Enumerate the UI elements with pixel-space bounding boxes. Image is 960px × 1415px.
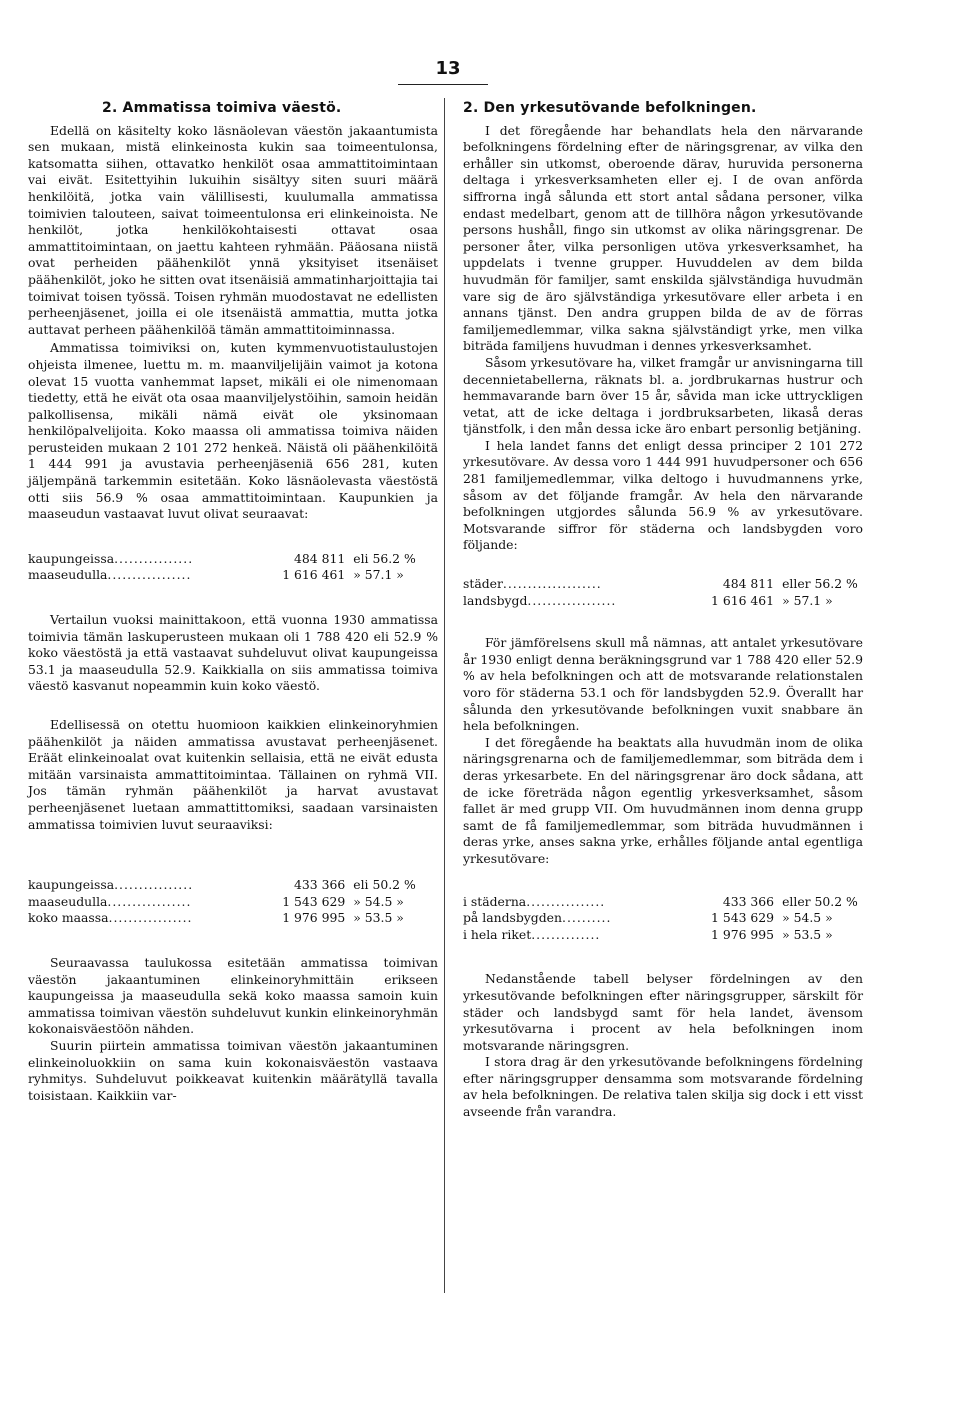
header-rule	[398, 84, 488, 85]
table-row	[463, 927, 863, 944]
dot-leader: ..................	[527, 592, 617, 608]
finnish-stat-table-1	[28, 551, 438, 584]
row-label: i hela riket	[463, 926, 532, 942]
finnish-paragraph-2: Ammatissa toimiviksi on, kuten kymmenvuotistaulustojen ohjeista ilmenee, luettu m. m. maanviljelijäin vaimot ja kotona olevat 15 vuotta vanhemmat lapset, mikäli ei ole nimenomaan tiedetty, että he eivät ota osaa maanviljelystöihin, samoin heidän palkollisensa, mikäli nämä eivät ole yksinomaan henkilöpalvelijoita. Koko maassa oli ammatissa toimiva näiden perusteiden mukaan 2 101 272 henkeä. Näistä oli päähenkilöitä 1 444 991 ja avustavia perheenjäseniä 656 281, kuten jäljempänä tarkemmin esitetään. Koko läsnäolevasta väestöstä otti siis 56.9 % osaa ammattitoimintaan. Kaupunkien ja maaseudun vastaavat luvut olivat seuraavat:	[28, 340, 438, 522]
row-label: kaupungeissa	[28, 550, 115, 566]
row-value: 1 616 461	[282, 567, 346, 583]
dot-leader: ................	[114, 877, 194, 893]
table-row	[28, 894, 438, 911]
dot-leader: .................	[108, 910, 193, 926]
column-divider	[444, 98, 445, 1293]
row-label: landsbygd	[463, 592, 528, 608]
row-percent: eller 56.2 %	[782, 576, 858, 592]
swedish-paragraph-6: Nedanstående tabell belyser fördelningen av den yrkesutövande befolkningen efter näringsgrupper, särskilt för städer och landsbygd samt för hela landet, ävensom yrkesutövarna i procent av hela befolkningen inom motsvarande näringsgren.	[463, 971, 863, 1053]
row-value: 433 366	[722, 893, 775, 909]
row-percent: eli 50.2 %	[353, 877, 416, 893]
row-value: 484 811	[722, 576, 775, 592]
row-label: maaseudulla	[28, 893, 108, 909]
swedish-paragraph-5: I det föregående ha beaktats alla huvudmän inom de olika näringsgrenarna och de familjemedlemmar, som biträda dem i deras yrkesarbete. En del näringsgrenar äro dock sådana, att de icke företräda någon egentlig yrkesverksamhet, såsom fallet är med grupp VII. Om huvudmännen inom denna grupp samt de få familjemedlemmar, som biträda huvudmännen i deras yrke, anses sakna yrke, erhålles följande antal egentliga yrkesutövare:	[463, 734, 863, 866]
swedish-paragraph-1: I det föregående har behandlats hela den närvarande befolkningens fördelning efter de näringsgrenar, av vilka den erhåller sin utkomst, oberoende därav, huruvida personerna deltaga i yrkesverksamheten eller ej. I de ovan anförda siffrorna ingå sålunda ett stort antal sådana personer, vilka endast medelbart, genom att de tillhöra någon yrkesutövande persons hushåll, fingo sin utkomst av olika näringsgrenar. De personer åter, vilka personligen utöva yrkesverksamhet, ha uppdelats i tvenne grupper. Huvuddelen av dem bilda huvudmän för familjer, samt enskilda självständiga huvudmän vare sig de äro självständiga yrkesutövare eller arbeta i en annans tjänst. Den andra gruppen bilda de av de förras familjemedlemmar, vilka sakna självständigt yrke, men vilka biträda familjens huvudman i dennes yrkesverksamhet.	[463, 122, 863, 354]
row-label: maaseudulla	[28, 567, 108, 583]
row-value: 1 616 461	[711, 592, 775, 608]
row-label: städer	[463, 576, 503, 592]
swedish-stat-table-2	[463, 894, 863, 944]
finnish-paragraph-3: Vertailun vuoksi mainittakoon, että vuonna 1930 ammatissa toimivia tämän laskuperusteen mukaan oli 1 788 420 eli 52.9 % koko väestöstä ja että vastaavat suhdeluvut olivat kaupungeissa 53.1 ja maaseudulla 52.9. Kaikkialla on siis ammatissa toimiva väestö kasvanut nopeammin kuin koko väestö.	[28, 612, 438, 694]
finnish-section-heading: 2. Ammatissa toimiva väestö.	[102, 100, 342, 116]
swedish-paragraph-7: I stora drag är den yrkesutövande befolkningens fördelning efter näringsgrupper densamma som motsvarande fördelning av hela befolkningen. De relativa talen skilja sig dock i ett visst avseende från varandra.	[463, 1054, 863, 1120]
finnish-column	[28, 100, 438, 1104]
dot-leader: ....................	[502, 576, 602, 592]
finnish-paragraph-6: Suurin piirtein ammatissa toimivan väestön jakaantuminen elinkeinoluokkiin on sama kuin kokonaisväestön vastaava ryhmitys. Suhdeluvut poikkeavat kuitenkin määrätyllä tavalla toisistaan. Kaikkiin var-	[28, 1037, 438, 1103]
table-row	[28, 551, 438, 568]
table-row	[463, 593, 863, 610]
row-percent: » 54.5 »	[782, 910, 833, 926]
swedish-paragraph-3: I hela landet fanns det enligt dessa principer 2 101 272 yrkesutövare. Av dessa voro 1 444 991 huvudpersoner och 656 281 familjemedlemmar, vilka deltogo i huvudmannens yrke, såsom av det följande framgår. Av hela den närvarande befolkningen utgjordes sålunda 56.9 % av yrkesutövare. Motsvarande siffror för städerna och landsbygden voro följande:	[463, 437, 863, 553]
finnish-paragraph-4: Edellisessä on otettu huomioon kaikkien elinkeinoryhmien päähenkilöt ja näiden ammatissa avustavat perheenjäsenet. Eräät elinkeinoalat ovat kuitenkin sellaisia, että ne eivät edusta mitään varsinaista ammattitoimintaa. Tällainen on ryhmä VII. Jos tämän ryhmän päähenkilöt ja harvat avustavat perheenjäsenet luetaan ammattittomiksi, saadaan varsinaisten ammatissa toimivien luvut seuraaviksi:	[28, 717, 438, 832]
dot-leader: ................	[114, 550, 194, 566]
row-percent: » 57.1 »	[782, 592, 833, 608]
swedish-paragraph-4: För jämförelsens skull må nämnas, att antalet yrkesutövare år 1930 enligt denna beräkningsgrund var 1 788 420 eller 52.9 % av hela befolkningen och att de motsvarande relationstalen voro för städerna 53.1 och för landsbygden 52.9. Överallt har sålunda den yrkesutövande befolkningen vuxit snabbare än hela befolkningen.	[463, 635, 863, 734]
table-row	[28, 877, 438, 894]
row-value: 1 976 995	[711, 926, 775, 942]
row-percent: » 53.5 »	[353, 910, 404, 926]
row-percent: » 53.5 »	[782, 926, 833, 942]
table-row	[463, 910, 863, 927]
row-label: på landsbygden	[463, 910, 562, 926]
finnish-paragraph-1: Edellä on käsitelty koko läsnäolevan väestön jakaantumista sen mukaan, mistä elinkeinosta kukin saa toimeentulonsa, katsomatta siihen, ottavatko henkilöt osaa ammattitoimintaan vai eivät. Esitettyihin lukuihin sisältyy siten suuri määrä henkilöitä, jotka vain välillisesti, kuulumalla ammatissa toimivien talouteen, saivat toimeentulonsa eri elinkeinoista. Ne henkilöt, jotka henkilökohtaisesti ottavat osaa ammattitoimintaan, on jaettu kahteen ryhmään. Pääosana niistä ovat perheiden päähenkilöt ynnä yksityiset itsenäiset päähenkilöt, joko he sitten ovat itsenäisiä ammatinharjoittajia tai toimivat toisen työssä. Toisen ryhmän muodostavat ne edellisten perheenjäsenet, joilla ei ole itsenäistä ammattia, mutta jotka auttavat perheen päähenkilöä tämän ammattitoiminnassa.	[28, 122, 438, 337]
row-value: 1 543 629	[711, 910, 775, 926]
dot-leader: ..........	[562, 910, 612, 926]
row-label: koko maassa	[28, 910, 109, 926]
swedish-column	[463, 100, 863, 1121]
swedish-paragraph-2: Såsom yrkesutövare ha, vilket framgår ur anvisningarna till decennietabellerna, räknats bl. a. jordbrukarnas hustrur och hemmavarande barn över 15 år, såvida man icke uttryckligen vetat, att de icke deltaga i jordbruksarbeten, likaså deras tjänstfolk, i den mån dessa icke äro enbart personlig betjäning.	[463, 354, 863, 437]
dot-leader: .................	[107, 567, 192, 583]
row-value: 433 366	[294, 877, 346, 893]
finnish-paragraph-5: Seuraavassa taulukossa esitetään ammatissa toimivan väestön jakaantuminen elinkeinoryhmittäin erikseen kaupungeissa ja maaseudulla sekä koko maassa samoin kuin ammatissa toimivan väestön suhdeluvut kunkin elinkeinoryhmän kokonaisväestöön nähden.	[28, 954, 438, 1037]
row-percent: eller 50.2 %	[782, 893, 858, 909]
swedish-section-heading: 2. Den yrkesutövande befolkningen.	[463, 100, 757, 116]
row-percent: » 54.5 »	[353, 893, 404, 909]
row-label: i städerna	[463, 893, 527, 909]
dot-leader: ..............	[531, 926, 601, 942]
row-label: kaupungeissa	[28, 877, 115, 893]
row-value: 1 543 629	[282, 893, 346, 909]
table-row	[28, 910, 438, 927]
dot-leader: ................	[526, 893, 606, 909]
row-percent: eli 56.2 %	[353, 550, 416, 566]
row-value: 484 811	[294, 550, 346, 566]
table-row	[28, 567, 438, 584]
finnish-stat-table-2	[28, 877, 438, 927]
dot-leader: .................	[107, 893, 192, 909]
table-row	[463, 576, 863, 593]
page-number: 13	[435, 58, 461, 79]
swedish-stat-table-1	[463, 576, 863, 609]
row-value: 1 976 995	[282, 910, 346, 926]
table-row	[463, 894, 863, 911]
row-percent: » 57.1 »	[353, 567, 404, 583]
